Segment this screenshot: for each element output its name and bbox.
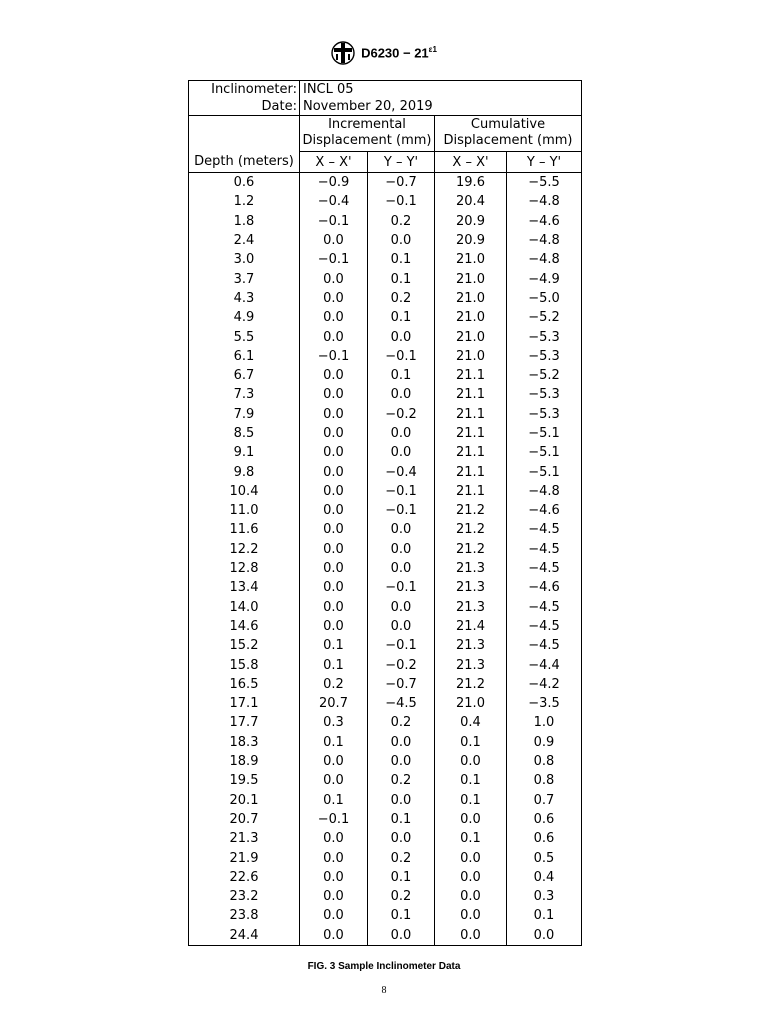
incremental-header-line2: Displacement (mm): [302, 133, 432, 148]
cum-x-cell: 0.0: [435, 848, 507, 867]
date-value: November 20, 2019: [300, 98, 582, 116]
table-row: [189, 829, 582, 848]
cum-y-cell: 0.7: [507, 791, 582, 810]
depth-cell: 16.5: [189, 675, 300, 694]
cum-y-cell: −5.3: [507, 347, 582, 366]
inc-x-cell: 0.0: [300, 617, 368, 636]
inc-x-cell: 0.0: [300, 269, 368, 288]
cum-x-cell: 21.0: [435, 327, 507, 346]
column-header-row: [189, 152, 582, 173]
depth-cell: 5.5: [189, 327, 300, 346]
cum-x-cell: 0.0: [435, 887, 507, 906]
inc-y-cell: −0.1: [368, 482, 435, 501]
inc-x-cell: 0.0: [300, 424, 368, 443]
table-row: [189, 810, 582, 829]
cum-x-cell: 21.1: [435, 462, 507, 481]
inc-x-cell: 0.0: [300, 829, 368, 848]
cum-x-cell: 21.0: [435, 269, 507, 288]
table-row: [189, 269, 582, 288]
cum-x-cell: 21.2: [435, 540, 507, 559]
inc-x-cell: −0.4: [300, 192, 368, 211]
table-row: [189, 192, 582, 211]
inc-x-cell: 0.0: [300, 327, 368, 346]
cum-x-cell: 20.9: [435, 231, 507, 250]
depth-header-spacer: [189, 116, 300, 152]
depth-cell: 9.8: [189, 462, 300, 481]
inc-x-cell: 0.0: [300, 482, 368, 501]
inc-y-cell: 0.2: [368, 887, 435, 906]
table-row: [189, 733, 582, 752]
cum-y-cell: 0.6: [507, 829, 582, 848]
cum-y-cell: −5.3: [507, 327, 582, 346]
cum-y-cell: −4.8: [507, 231, 582, 250]
cumulative-header-line2: Displacement (mm): [443, 133, 573, 148]
table-row: [189, 308, 582, 327]
cum-y-cell: −4.5: [507, 559, 582, 578]
depth-cell: 11.0: [189, 501, 300, 520]
inc-y-cell: 0.2: [368, 848, 435, 867]
cum-x-cell: 21.3: [435, 598, 507, 617]
depth-cell: 20.7: [189, 810, 300, 829]
cum-y-cell: −4.8: [507, 192, 582, 211]
group-header-row: [189, 116, 582, 150]
inc-y-cell: 0.0: [368, 733, 435, 752]
depth-cell: 11.6: [189, 520, 300, 539]
depth-column-header: Depth (meters): [189, 152, 300, 173]
depth-cell: 2.4: [189, 231, 300, 250]
cum-y-cell: −5.2: [507, 308, 582, 327]
table-row: [189, 405, 582, 424]
cum-y-cell: −4.5: [507, 598, 582, 617]
inc-x-cell: −0.1: [300, 250, 368, 269]
cum-x-cell: 0.0: [435, 868, 507, 887]
inc-y-cell: 0.1: [368, 269, 435, 288]
depth-cell: 3.0: [189, 250, 300, 269]
figure-caption: FIG. 3 Sample Inclinometer Data: [307, 961, 461, 972]
inc-y-cell: 0.2: [368, 289, 435, 308]
table-row: [189, 752, 582, 771]
inc-y-cell: −0.4: [368, 462, 435, 481]
cum-y-cell: −4.8: [507, 250, 582, 269]
inc-x-cell: 0.0: [300, 752, 368, 771]
table-row: [189, 424, 582, 443]
inc-y-cell: 0.2: [368, 771, 435, 790]
inc-y-cell: −0.1: [368, 636, 435, 655]
inc-y-column-header: Y – Y': [368, 152, 435, 173]
cum-y-cell: −5.1: [507, 424, 582, 443]
cumulative-group-header: [435, 116, 582, 150]
cum-x-cell: 21.3: [435, 655, 507, 674]
cum-x-cell: 0.0: [435, 926, 507, 946]
inc-y-cell: −0.2: [368, 405, 435, 424]
depth-cell: 3.7: [189, 269, 300, 288]
cum-x-cell: 21.0: [435, 250, 507, 269]
table-row: [189, 906, 582, 925]
cum-y-cell: −4.5: [507, 617, 582, 636]
inc-y-cell: 0.0: [368, 829, 435, 848]
cum-y-cell: 0.5: [507, 848, 582, 867]
cum-x-cell: 0.1: [435, 791, 507, 810]
table-row: [189, 848, 582, 867]
inc-x-cell: 0.0: [300, 926, 368, 946]
inc-x-cell: 0.0: [300, 289, 368, 308]
inc-x-cell: 0.0: [300, 559, 368, 578]
table-row: [189, 655, 582, 674]
cum-y-cell: −5.3: [507, 405, 582, 424]
cum-x-cell: 21.1: [435, 424, 507, 443]
depth-cell: 23.8: [189, 906, 300, 925]
cum-x-cell: 21.0: [435, 694, 507, 713]
depth-cell: 10.4: [189, 482, 300, 501]
depth-cell: 9.1: [189, 443, 300, 462]
inclinometer-label: Inclinometer:: [189, 81, 300, 99]
inc-y-cell: −0.1: [368, 501, 435, 520]
table-row: [189, 694, 582, 713]
cum-x-cell: 21.3: [435, 636, 507, 655]
depth-cell: 19.5: [189, 771, 300, 790]
cum-x-cell: 21.0: [435, 289, 507, 308]
document-header: [0, 40, 768, 70]
cum-x-cell: 0.1: [435, 733, 507, 752]
inc-y-cell: 0.0: [368, 598, 435, 617]
cum-x-cell: 21.1: [435, 405, 507, 424]
cum-y-cell: −4.5: [507, 540, 582, 559]
inc-x-cell: 0.1: [300, 791, 368, 810]
table-row: [189, 347, 582, 366]
cum-y-cell: 1.0: [507, 713, 582, 732]
inclinometer-data-table: [188, 80, 582, 946]
inc-x-cell: 0.0: [300, 405, 368, 424]
depth-cell: 22.6: [189, 868, 300, 887]
depth-cell: 17.7: [189, 713, 300, 732]
depth-cell: 24.4: [189, 926, 300, 946]
inc-x-cell: 0.0: [300, 520, 368, 539]
date-label: Date:: [189, 98, 300, 116]
depth-cell: 15.2: [189, 636, 300, 655]
inc-y-cell: 0.0: [368, 424, 435, 443]
table-row: [189, 771, 582, 790]
depth-cell: 23.2: [189, 887, 300, 906]
cum-x-cell: 0.0: [435, 906, 507, 925]
inclinometer-row: [189, 81, 582, 99]
inc-x-cell: 0.0: [300, 598, 368, 617]
cum-y-cell: 0.4: [507, 868, 582, 887]
cum-y-cell: −3.5: [507, 694, 582, 713]
depth-cell: 4.9: [189, 308, 300, 327]
table-row: [189, 887, 582, 906]
table-row: [189, 462, 582, 481]
depth-cell: 8.5: [189, 424, 300, 443]
inc-x-cell: 0.0: [300, 462, 368, 481]
inc-y-cell: −0.7: [368, 675, 435, 694]
table-row: [189, 443, 582, 462]
depth-cell: 1.8: [189, 212, 300, 231]
cum-y-cell: −4.5: [507, 636, 582, 655]
cum-x-cell: 21.2: [435, 520, 507, 539]
depth-cell: 20.1: [189, 791, 300, 810]
document-epsilon: ε1: [428, 45, 437, 55]
cum-y-cell: 0.8: [507, 752, 582, 771]
inc-y-cell: 0.1: [368, 810, 435, 829]
depth-cell: 21.3: [189, 829, 300, 848]
page-number: 8: [381, 985, 387, 996]
cum-x-cell: 20.9: [435, 212, 507, 231]
cum-x-cell: 21.1: [435, 443, 507, 462]
table-row: [189, 598, 582, 617]
cum-y-cell: −4.9: [507, 269, 582, 288]
cum-x-cell: 21.3: [435, 578, 507, 597]
inc-y-cell: 0.0: [368, 540, 435, 559]
inc-x-cell: 0.0: [300, 443, 368, 462]
cum-y-cell: −5.2: [507, 366, 582, 385]
depth-cell: 18.9: [189, 752, 300, 771]
table-row: [189, 868, 582, 887]
inc-x-cell: 0.3: [300, 713, 368, 732]
cum-y-cell: −4.6: [507, 501, 582, 520]
inc-y-cell: −0.1: [368, 192, 435, 211]
incremental-group-header: [300, 116, 435, 150]
cum-x-cell: 21.1: [435, 366, 507, 385]
depth-cell: 12.2: [189, 540, 300, 559]
table-row: [189, 520, 582, 539]
inc-y-cell: 0.0: [368, 752, 435, 771]
cum-y-cell: 0.3: [507, 887, 582, 906]
inc-y-cell: 0.0: [368, 385, 435, 404]
inc-y-cell: 0.1: [368, 366, 435, 385]
cum-x-cell: 21.3: [435, 559, 507, 578]
table-row: [189, 791, 582, 810]
inc-x-column-header: X – X': [300, 152, 368, 173]
inc-y-cell: 0.1: [368, 308, 435, 327]
inc-x-cell: 0.1: [300, 636, 368, 655]
inc-y-cell: −4.5: [368, 694, 435, 713]
depth-cell: 6.7: [189, 366, 300, 385]
table-row: [189, 926, 582, 946]
inc-y-cell: 0.0: [368, 231, 435, 250]
inc-x-cell: 0.0: [300, 887, 368, 906]
table-row: [189, 559, 582, 578]
cum-x-cell: 0.1: [435, 829, 507, 848]
inc-y-cell: 0.0: [368, 559, 435, 578]
inc-x-cell: 0.1: [300, 733, 368, 752]
table-row: [189, 540, 582, 559]
inc-x-cell: 0.0: [300, 308, 368, 327]
astm-logo-icon: [331, 40, 355, 66]
table-row: [189, 501, 582, 520]
table-row: [189, 173, 582, 193]
cum-x-cell: 21.0: [435, 308, 507, 327]
inc-x-cell: 20.7: [300, 694, 368, 713]
inc-x-cell: 0.2: [300, 675, 368, 694]
depth-cell: 13.4: [189, 578, 300, 597]
incremental-header-line1: Incremental: [328, 117, 406, 132]
table-row: [189, 366, 582, 385]
cum-y-cell: 0.0: [507, 926, 582, 946]
cum-x-cell: 21.1: [435, 385, 507, 404]
cum-y-cell: −5.1: [507, 462, 582, 481]
cum-x-cell: 19.6: [435, 173, 507, 193]
depth-cell: 4.3: [189, 289, 300, 308]
depth-cell: 1.2: [189, 192, 300, 211]
cum-y-cell: −5.1: [507, 443, 582, 462]
cum-y-cell: −5.5: [507, 173, 582, 193]
depth-cell: 15.8: [189, 655, 300, 674]
table-row: [189, 713, 582, 732]
inc-y-cell: 0.0: [368, 327, 435, 346]
inc-x-cell: 0.0: [300, 868, 368, 887]
inc-y-cell: 0.0: [368, 617, 435, 636]
inc-y-cell: 0.1: [368, 906, 435, 925]
inc-x-cell: −0.1: [300, 347, 368, 366]
document-id: $D6230 - 21^{\varepsilon 1}$: [361, 45, 437, 61]
inc-x-cell: 0.0: [300, 578, 368, 597]
cum-x-cell: 21.2: [435, 501, 507, 520]
depth-cell: 14.6: [189, 617, 300, 636]
table-row: [189, 617, 582, 636]
inc-x-cell: 0.0: [300, 906, 368, 925]
inc-y-cell: −0.7: [368, 173, 435, 193]
inc-y-cell: 0.1: [368, 868, 435, 887]
inc-x-cell: 0.0: [300, 366, 368, 385]
depth-cell: 7.9: [189, 405, 300, 424]
depth-cell: 7.3: [189, 385, 300, 404]
table-row: [189, 385, 582, 404]
inc-y-cell: −0.1: [368, 347, 435, 366]
inc-y-cell: −0.2: [368, 655, 435, 674]
cum-x-cell: 21.2: [435, 675, 507, 694]
cum-x-cell: 21.0: [435, 347, 507, 366]
cum-y-cell: −4.5: [507, 520, 582, 539]
cumulative-header-line1: Cumulative: [470, 117, 546, 132]
inc-y-cell: 0.2: [368, 212, 435, 231]
depth-cell: 12.8: [189, 559, 300, 578]
inc-x-cell: 0.0: [300, 501, 368, 520]
inc-y-cell: 0.2: [368, 713, 435, 732]
depth-cell: 18.3: [189, 733, 300, 752]
table-row: [189, 636, 582, 655]
inc-y-cell: 0.1: [368, 250, 435, 269]
table-row: [189, 231, 582, 250]
cum-y-cell: 0.1: [507, 906, 582, 925]
inc-x-cell: −0.1: [300, 810, 368, 829]
depth-cell: 6.1: [189, 347, 300, 366]
cum-x-cell: 0.4: [435, 713, 507, 732]
inc-x-cell: 0.0: [300, 848, 368, 867]
cum-y-cell: 0.6: [507, 810, 582, 829]
cum-y-cell: −4.2: [507, 675, 582, 694]
table-row: [189, 289, 582, 308]
date-row: [189, 98, 582, 116]
table-row: [189, 327, 582, 346]
depth-cell: 0.6: [189, 173, 300, 193]
inc-y-cell: −0.1: [368, 578, 435, 597]
table-row: [189, 578, 582, 597]
depth-cell: 17.1: [189, 694, 300, 713]
inc-x-cell: 0.0: [300, 540, 368, 559]
inc-x-cell: 0.0: [300, 771, 368, 790]
inc-x-cell: 0.0: [300, 385, 368, 404]
cum-y-cell: −4.6: [507, 212, 582, 231]
inc-y-cell: 0.0: [368, 791, 435, 810]
cum-x-cell: 0.0: [435, 752, 507, 771]
cum-x-cell: 21.1: [435, 482, 507, 501]
cum-x-cell: 0.0: [435, 810, 507, 829]
inc-x-cell: 0.1: [300, 655, 368, 674]
depth-cell: 14.0: [189, 598, 300, 617]
inclinometer-value: INCL 05: [300, 81, 582, 99]
cum-y-column-header: Y – Y': [507, 152, 582, 173]
depth-cell: 21.9: [189, 848, 300, 867]
inc-y-cell: 0.0: [368, 926, 435, 946]
cum-x-cell: 21.4: [435, 617, 507, 636]
inc-y-cell: 0.0: [368, 443, 435, 462]
table-row: [189, 675, 582, 694]
table-row: [189, 482, 582, 501]
cum-x-cell: 20.4: [435, 192, 507, 211]
cum-y-cell: −5.3: [507, 385, 582, 404]
cum-y-cell: −4.4: [507, 655, 582, 674]
cum-x-cell: 0.1: [435, 771, 507, 790]
cum-y-cell: −4.8: [507, 482, 582, 501]
inc-x-cell: −0.9: [300, 173, 368, 193]
inc-y-cell: 0.0: [368, 520, 435, 539]
cum-y-cell: −5.0: [507, 289, 582, 308]
cum-y-cell: 0.9: [507, 733, 582, 752]
cum-y-cell: 0.8: [507, 771, 582, 790]
cum-y-cell: −4.6: [507, 578, 582, 597]
table-row: [189, 212, 582, 231]
inc-x-cell: −0.1: [300, 212, 368, 231]
table-row: [189, 250, 582, 269]
cum-x-column-header: X – X': [435, 152, 507, 173]
inc-x-cell: 0.0: [300, 231, 368, 250]
